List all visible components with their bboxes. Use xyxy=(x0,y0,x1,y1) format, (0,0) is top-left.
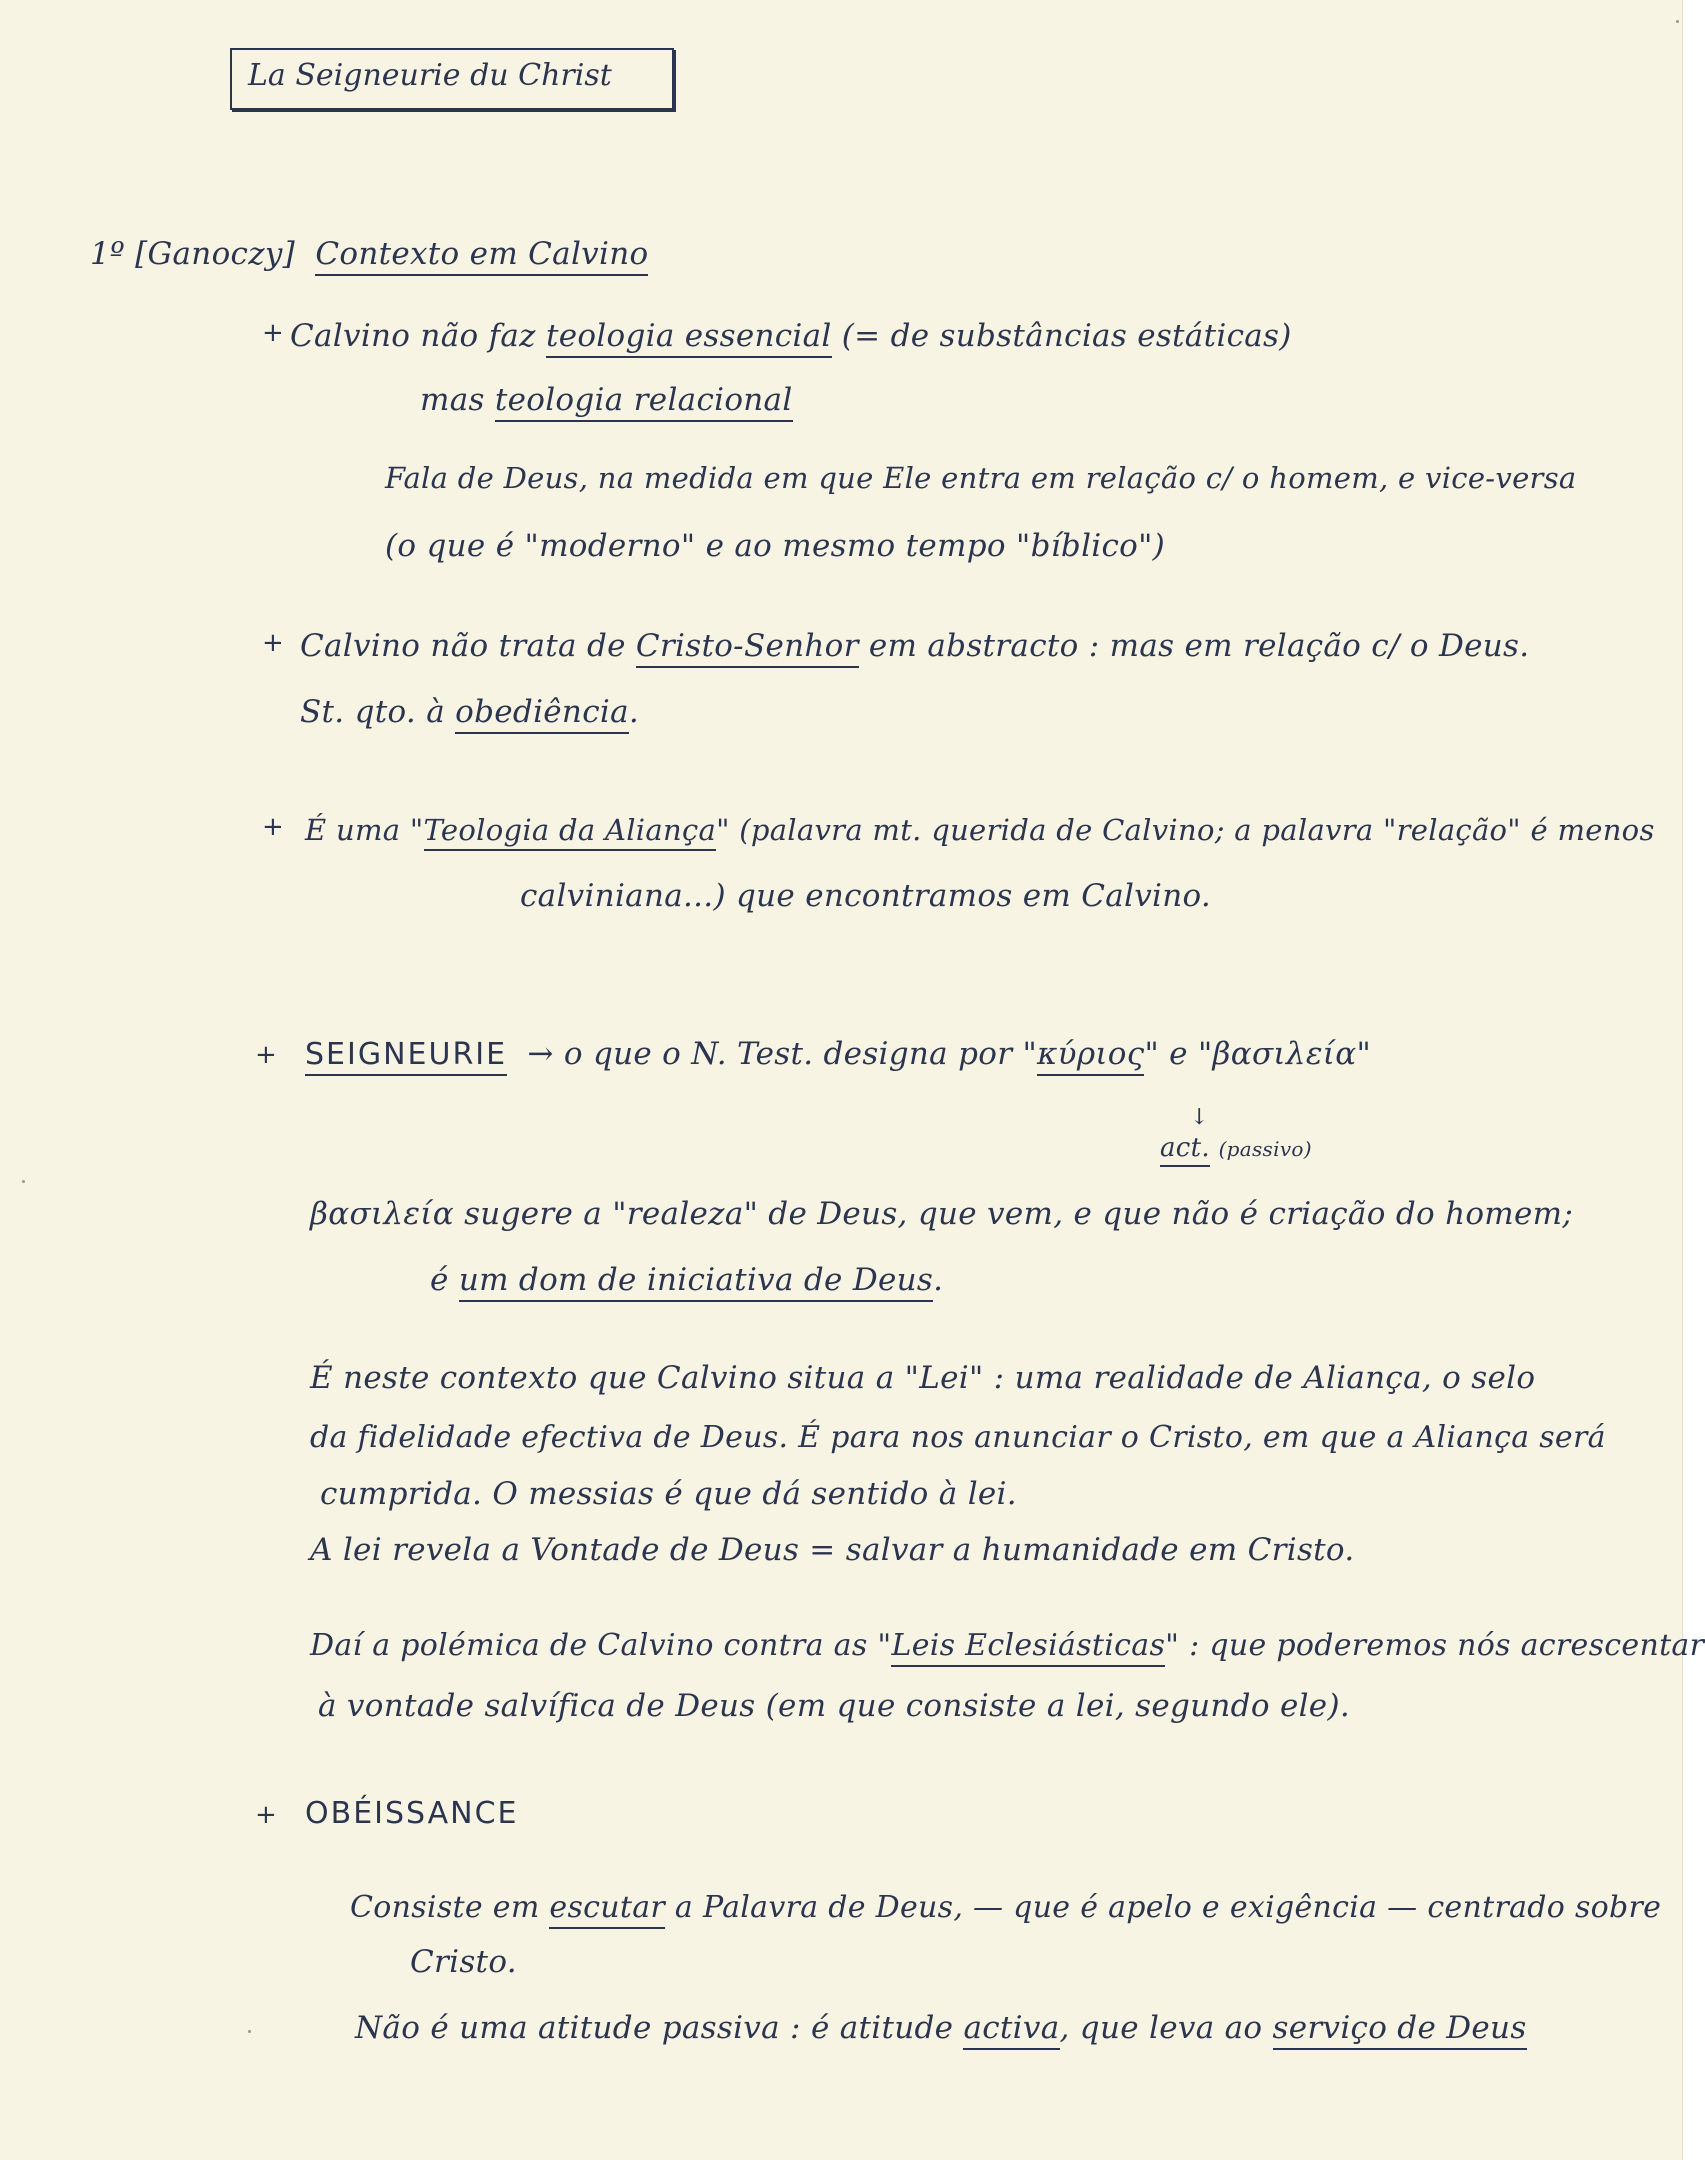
down-arrow: ↓ xyxy=(1190,1105,1209,1130)
note-line: da fidelidade efectiva de Deus. É para nos anunciar o Cristo, em que a Aliança será xyxy=(310,1420,1606,1455)
page-title: La Seigneurie du Christ xyxy=(248,58,612,93)
note-line: Calvino não trata de Cristo-Senhor em abstracto : mas em relação c/ o Deus. xyxy=(300,628,1529,664)
note-line: Fala de Deus, na medida em que Ele entra em relação c/ o homem, e vice-versa xyxy=(385,461,1577,495)
paper-speck xyxy=(248,2030,251,2033)
section-heading xyxy=(90,236,648,272)
note-line: (o que é "moderno" e ao mesmo tempo "bíblico") xyxy=(385,528,1166,564)
paper-speck xyxy=(1676,20,1679,23)
bullet-marker: + xyxy=(262,318,284,348)
seigneurie-heading: SEIGNEURIE xyxy=(305,1037,507,1076)
note-line: Consiste em escutar a Palavra de Deus, — que é apelo e exigência — centrado sobre xyxy=(350,1890,1661,1926)
note-line: calviniana...) que encontramos em Calvino. xyxy=(520,878,1212,914)
note-line: A lei revela a Vontade de Deus = salvar a humanidade em Cristo. xyxy=(310,1532,1355,1568)
note-line: act. (passivo) xyxy=(1160,1130,1312,1167)
section-reference: [Ganoczy] xyxy=(135,236,296,272)
note-line: Daí a polémica de Calvino contra as "Leis Eclesiásticas" : que poderemos nós acrescentar xyxy=(310,1628,1704,1664)
note-line: cumprida. O messias é que dá sentido à lei. xyxy=(320,1476,1017,1512)
note-line: à vontade salvífica de Deus (em que consiste a lei, segundo ele). xyxy=(318,1688,1350,1724)
note-line: mas teologia relacional xyxy=(420,382,793,418)
note-line: Não é uma atitude passiva : é atitude activa, que leva ao serviço de Deus xyxy=(355,2010,1527,2046)
note-line: É neste contexto que Calvino situa a "Lei" : uma realidade de Aliança, o selo xyxy=(310,1360,1536,1396)
bullet-marker: + xyxy=(255,1040,277,1070)
note-line: é um dom de iniciativa de Deus. xyxy=(430,1262,943,1298)
paper-speck xyxy=(22,1180,25,1183)
section-number: 1º xyxy=(90,236,125,272)
section-title: Contexto em Calvino xyxy=(315,236,648,276)
note-line: St. qto. à obediência. xyxy=(300,694,639,730)
bullet-marker: + xyxy=(262,812,284,842)
note-line: Cristo. xyxy=(410,1944,517,1980)
bullet-marker: + xyxy=(262,628,284,658)
obeissance-heading: OBÉISSANCE xyxy=(305,1796,519,1831)
note-line: SEIGNEURIE → o que o N. Test. designa por "κύριος" e "βασιλεία" xyxy=(305,1036,1371,1073)
note-line: É uma "Teologia da Aliança" (palavra mt. querida de Calvino; a palavra "relação" é menos xyxy=(305,812,1655,848)
note-line: βασιλεία sugere a "realeza" de Deus, que vem, e que não é criação do homem; xyxy=(310,1196,1574,1232)
bullet-marker: + xyxy=(255,1800,277,1830)
note-line: Calvino não faz teologia essencial (= de substâncias estáticas) xyxy=(290,318,1292,354)
